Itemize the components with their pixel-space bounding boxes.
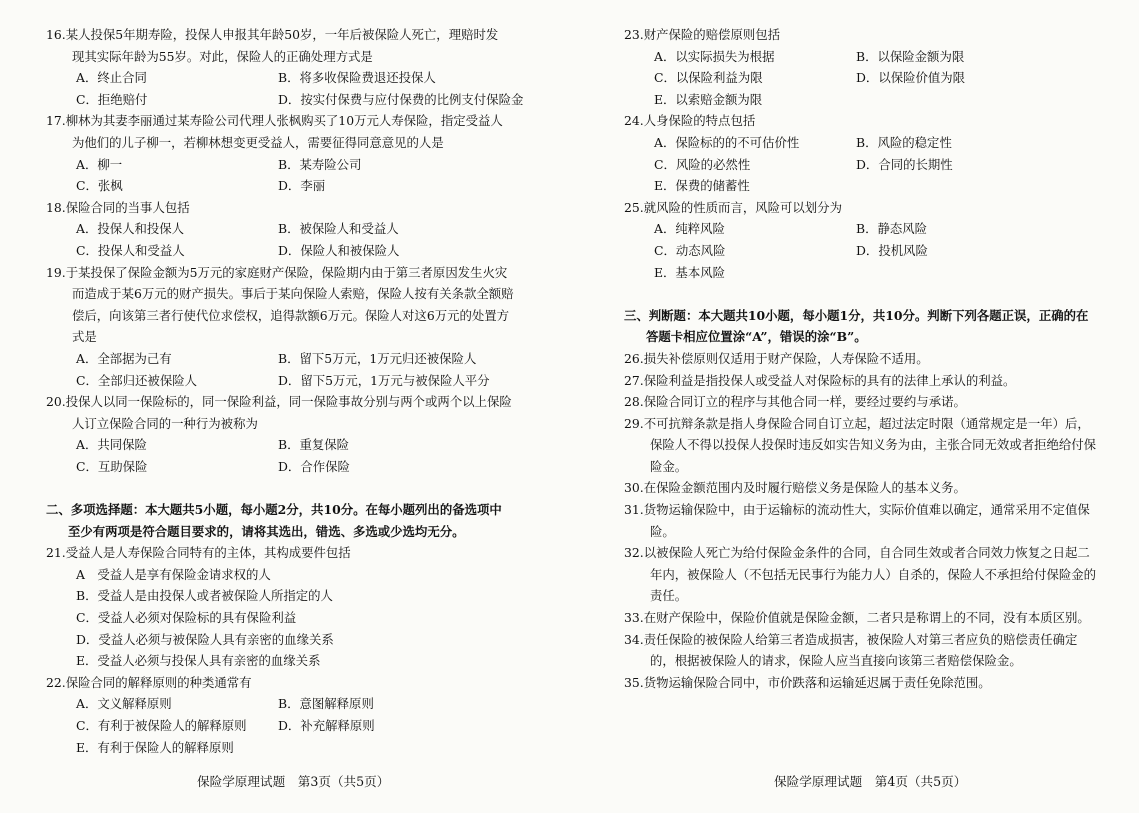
question-text: 责任。: [650, 588, 688, 604]
section-title: 答题卡相应位置涂“A”，错误的涂“B”。: [646, 329, 867, 345]
question-text: 受益人是人寿保险合同特有的主体，其构成要件包括: [65, 545, 351, 561]
option-a: A．全部据为己有: [76, 350, 172, 366]
question-text: 的，根据被保险人的请求，保险人应当直接向该第三者赔偿保险金。: [650, 653, 1022, 669]
option-c: C．全部归还被保险人: [76, 372, 197, 388]
option-d: D．李丽: [278, 178, 326, 194]
question-text: 年内，被保险人（不包括无民事行为能力人）自杀的，保险人不承担给付保险金的: [650, 566, 1097, 582]
option-d: D．受益人必须与被保险人具有亲密的血缘关系: [76, 631, 334, 647]
question-number: 33.: [624, 610, 644, 626]
question-text: 保险利益是指投保人或受益人对保险标的具有的法律上承认的利益。: [643, 372, 1016, 388]
question-text: 保险人不得以投保人投保时违反如实告知义务为由，主张合同无效或者拒绝给付保: [650, 437, 1097, 453]
option-b: B．静态风险: [856, 221, 928, 237]
question-number: 22.: [46, 674, 66, 690]
option-c: C．风险的必然性: [654, 156, 751, 172]
option-a: A．文义解释原则: [76, 696, 172, 712]
question-text: 某人投保5年期寿险，投保人申报其年龄50岁，一年后被保险人死亡，理赔时发: [65, 27, 499, 42]
question-26: [624, 348, 1108, 370]
question-27: [624, 370, 1108, 392]
page-3-column: [46, 24, 536, 758]
option-b: B．意图解释原则: [278, 696, 374, 712]
option-d: D．投机风险: [856, 242, 928, 258]
question-text: 险。: [650, 523, 675, 539]
option-d: D．留下5万元，1万元与被保险人平分: [278, 372, 490, 388]
option-c: C．动态风险: [654, 242, 726, 258]
option-c: C．投保人和受益人: [76, 242, 185, 258]
option-a: A．纯粹风险: [654, 221, 725, 237]
spacer: [624, 283, 1108, 305]
section-multiple-choice-heading: [46, 499, 536, 542]
question-text: 现其实际年龄为55岁。对此，保险人的正确处理方式是: [72, 48, 373, 64]
question-18: [46, 197, 536, 262]
question-24: [624, 110, 1108, 196]
option-c: C．以保险利益为限: [654, 70, 763, 86]
option-e: E．基本风险: [654, 264, 725, 280]
question-text: 保险合同的当事人包括: [65, 199, 190, 215]
question-30: [624, 477, 1108, 499]
question-31: [624, 499, 1108, 542]
question-text: 以被保险人死亡为给付保险金条件的合同，自合同生效或者合同效力恢复之日起二: [643, 545, 1090, 561]
spacer: [46, 477, 536, 499]
question-text: 损失补偿原则仅适用于财产保险，人寿保险不适用。: [643, 350, 929, 366]
question-19: [46, 262, 536, 392]
option-e: E．以索赔金额为限: [654, 91, 763, 107]
question-number: 26.: [624, 350, 644, 366]
question-number: 30.: [624, 480, 644, 496]
option-d: D．补充解释原则: [278, 718, 375, 733]
option-b: B．重复保险: [278, 437, 350, 453]
option-d: D．合同的长期性: [856, 156, 953, 172]
option-c: C．受益人必须对保险标的具有保险利益: [76, 610, 297, 626]
question-text: 为他们的儿子柳一，若柳林想变更受益人，需要征得同意意见的人是: [72, 134, 444, 150]
question-number: 35.: [624, 674, 644, 690]
option-e: E．保费的储蓄性: [654, 178, 750, 194]
question-number: 34.: [624, 631, 644, 647]
question-number: 18.: [46, 199, 66, 215]
option-a: A．终止合同: [76, 70, 147, 86]
option-d: D．按实付保费与应付保费的比例支付保险金: [278, 91, 524, 107]
question-23: [624, 24, 1108, 110]
question-text: 投保人以同一保险标的，同一保险利益，同一保险事故分别与两个或两个以上保险: [65, 394, 512, 410]
question-20: [46, 391, 536, 477]
question-number: 17.: [46, 113, 66, 129]
question-text: 就风险的性质而言，风险可以划分为: [643, 199, 842, 215]
option-a: A．共同保险: [76, 437, 147, 453]
question-28: [624, 391, 1108, 413]
question-text: 不可抗辩条款是指人身保险合同自订立起，超过法定时限（通常规定是一年）后，: [643, 415, 1090, 431]
question-29: [624, 413, 1108, 478]
section-true-false-heading: [624, 305, 1108, 348]
page-4-column: [624, 24, 1108, 693]
question-text: 险金。: [650, 458, 688, 474]
option-c: C．拒绝赔付: [76, 91, 148, 107]
option-b: B．以保险金额为限: [856, 48, 965, 64]
section-title: 三、判断题：本大题共10小题，每小题1分，共10分。判断下列各题正误，正确的在: [624, 307, 1089, 323]
question-number: 25.: [624, 199, 644, 215]
question-text: 人订立保险合同的一种行为被称为: [72, 415, 258, 431]
question-text: 货物运输保险中，由于运输标的流动性大，实际价值难以确定，通常采用不定值保: [643, 502, 1090, 518]
option-b: B．被保险人和受益人: [278, 221, 399, 237]
question-text: 货物运输保险合同中，市价跌落和运输延迟属于责任免除范围。: [643, 674, 991, 690]
option-c: C．互助保险: [76, 458, 148, 474]
option-b: B．某寿险公司: [278, 156, 362, 172]
question-number: 19.: [46, 264, 66, 280]
question-number: 24.: [624, 113, 644, 129]
option-a: A．保险标的的不可估价性: [654, 134, 800, 150]
question-35: [624, 672, 1108, 694]
question-number: 29.: [624, 415, 644, 431]
question-text: 而造成于某6万元的财产损失。事后于某向保险人索赔，保险人按有关条款全额赔: [72, 286, 514, 302]
option-e: E．受益人必须与投保人具有亲密的血缘关系: [76, 653, 321, 669]
question-number: 27.: [624, 372, 644, 388]
question-text: 责任保险的被保险人给第三者造成损害，被保险人对第三者应负的赔偿责任确定: [643, 631, 1078, 647]
option-c: C．有利于被保险人的解释原则: [76, 718, 247, 733]
option-e: E．有利于保险人的解释原则: [76, 739, 234, 755]
option-c: C．张枫: [76, 178, 123, 194]
question-text: 于某投保了保险金额为5万元的家庭财产保险，保险期内由于第三者原因发生火灾: [65, 264, 508, 280]
option-a: A．以实际损失为根据: [654, 48, 775, 64]
option-b: B．受益人是由投保人或者被保险人所指定的人: [76, 588, 333, 604]
question-16: [46, 24, 536, 110]
question-text: 保险合同的解释原则的种类通常有: [65, 674, 252, 690]
question-text: 人身保险的特点包括: [643, 113, 756, 129]
question-text: 式是: [72, 329, 97, 345]
question-text: 保险合同订立的程序与其他合同一样，要经过要约与承诺。: [643, 394, 966, 410]
question-number: 28.: [624, 394, 644, 410]
question-text: 在保险金额范围内及时履行赔偿义务是保险人的基本义务。: [643, 480, 966, 496]
question-number: 16.: [46, 27, 66, 42]
option-b: B．留下5万元，1万元归还被保险人: [278, 350, 477, 366]
question-25: [624, 197, 1108, 283]
option-b: B．风险的稳定性: [856, 134, 952, 150]
question-33: [624, 607, 1108, 629]
question-21: [46, 542, 536, 672]
question-number: 20.: [46, 394, 66, 410]
option-d: D．合作保险: [278, 458, 350, 474]
page-footer: 保险学原理试题 第4页（共5页）: [774, 774, 967, 789]
question-32: [624, 542, 1108, 607]
section-title: 二、多项选择题：本大题共5小题，每小题2分，共10分。在每小题列出的备选项中: [46, 502, 502, 518]
option-b: B．将多收保险费退还投保人: [278, 70, 436, 86]
question-34: [624, 629, 1108, 672]
option-a: A．投保人和投保人: [76, 221, 185, 237]
option-d: D．保险人和被保险人: [278, 242, 400, 258]
question-text: 柳林为其妻李丽通过某寿险公司代理人张枫购买了10万元人寿保险，指定受益人: [65, 113, 503, 129]
question-number: 23.: [624, 27, 644, 42]
option-d: D．以保险价值为限: [856, 70, 966, 86]
question-number: 32.: [624, 545, 644, 561]
option-a: A．柳一: [76, 156, 123, 172]
question-number: 21.: [46, 545, 66, 561]
option-a: A 受益人是享有保险金请求权的人: [76, 566, 271, 582]
question-number: 31.: [624, 502, 644, 518]
section-title: 至少有两项是符合题目要求的，请将其选出，错选、多选或少选均无分。: [68, 523, 465, 539]
question-text: 在财产保险中，保险价值就是保险金额，二者只是称谓上的不同，没有本质区别。: [643, 610, 1090, 626]
question-22: [46, 672, 536, 758]
page-footer: 保险学原理试题 第3页（共5页）: [197, 774, 390, 789]
question-text: 财产保险的赔偿原则包括: [643, 27, 781, 42]
question-text: 偿后，向该第三者行使代位求偿权，追得款额6万元。保险人对这6万元的处置方: [72, 307, 510, 323]
question-17: [46, 110, 536, 196]
